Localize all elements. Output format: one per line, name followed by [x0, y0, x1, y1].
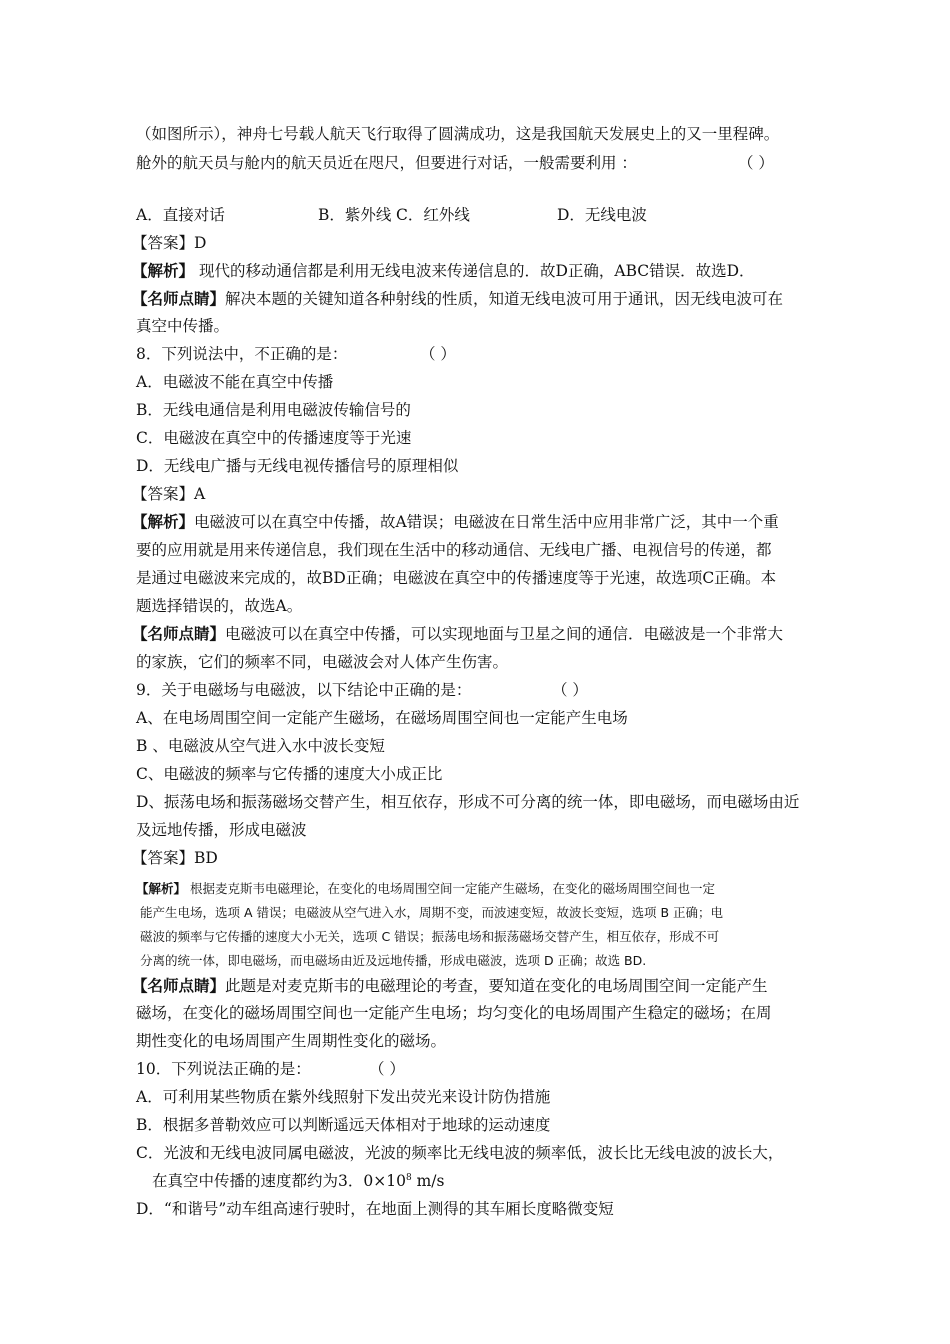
q8-tip-tag: 【名师点睛】: [132, 624, 226, 643]
q7-analysis: [132, 261, 755, 281]
q8-analysis-line-3: 是通过电磁波来完成的，故BD正确；电磁波在真空中的传播速度等于光速，故选项C正确。本: [136, 569, 777, 587]
q8-analysis-line-4: 题选择错误的，故选A。: [136, 597, 303, 615]
q7-stem-text: 舱外的航天员与舱内的航天员近在咫尺，但要进行对话，一般需要利用 ：: [136, 154, 637, 172]
q9-analysis-line-2: 能产生电场，选项 A 错误；电磁波从空气进入水，周期不变，而波速变短，故波长变短，选项 B 正确；电: [140, 905, 724, 920]
q9-analysis-line-4: 分离的统一体，即电磁场，而电磁场由近及远地传播，形成电磁波，选项 D 正确；故选 BD.: [140, 953, 647, 968]
q9-analysis-line-3: 磁波的频率与它传播的速度大小无关，选项 C 错误；振荡电场和振荡磁场交替产生，相互依存，形成不可: [140, 929, 720, 944]
q8-stem: 8．下列说法中，不正确的是：: [136, 345, 348, 363]
q8-analysis-tag: 【解析】: [132, 512, 195, 531]
q7-analysis-text: 现代的移动通信都是利用无线电波来传递信息的．故D正确，ABC错误．故选D．: [194, 262, 755, 280]
q7-stem-line-1: （如图所示），神舟七号载人航天飞行取得了圆满成功，这是我国航天发展史上的又一里程碑。: [136, 125, 780, 143]
q7-tip-text-1: 解决本题的关键知道各种射线的性质，知道无线电波可用于通讯，因无线电波可在: [225, 290, 784, 308]
q7-tip-line-1: [132, 289, 783, 309]
q8-tip-text-1: 电磁波可以在真空中传播，可以实现地面与卫星之间的通信．电磁波是一个非常大: [225, 625, 784, 643]
q8-answer-bracket: （ ）: [420, 345, 456, 363]
q8-analysis-text-1: 电磁波可以在真空中传播，故A错误；电磁波在日常生活中应用非常广泛，其中一个重: [194, 513, 779, 531]
q9-analysis-tag: 【解析】: [136, 881, 187, 896]
q10-option-c-exponent: 8: [405, 1172, 412, 1183]
q9-option-d-line-1: D、振荡电场和振荡磁场交替产生，相互依存，形成不可分离的统一体，即电磁场，而电磁场由近: [136, 793, 800, 811]
q9-analysis-text-1: 根据麦克斯韦电磁理论，在变化的电场周围空间一定能产生磁场，在变化的磁场周围空间也一定: [186, 881, 715, 896]
q9-tip-tag: 【名师点睛】: [132, 976, 226, 995]
q7-option-a: A．直接对话: [136, 206, 225, 224]
q7-option-c: C．红外线: [396, 206, 470, 224]
q7-stem-line-2: [136, 153, 637, 173]
q10-option-c-line-2: [152, 1171, 444, 1191]
q9-option-c: C、电磁波的频率与它传播的速度大小成正比: [136, 765, 443, 783]
q7-option-d: D．无线电波: [557, 206, 647, 224]
q7-answer: 【答案】D: [132, 234, 207, 252]
q9-option-b: B 、电磁波从空气进入水中波长变短: [136, 737, 385, 755]
q8-answer: 【答案】A: [132, 485, 206, 503]
q9-analysis-line-1: [136, 879, 715, 899]
q10-option-c-unit: m/s: [411, 1172, 445, 1190]
q9-tip-line-3: 期性变化的电场周围产生周期性变化的磁场。: [136, 1032, 447, 1050]
q9-tip-line-1: [132, 976, 768, 996]
q8-option-b: B．无线电通信是利用电磁波传输信号的: [136, 401, 411, 419]
q7-tip-tag: 【名师点睛】: [132, 289, 226, 308]
q8-option-d: D．无线电广播与无线电视传播信号的原理相似: [136, 457, 459, 475]
q10-option-b: B．根据多普勒效应可以判断遥远天体相对于地球的运动速度: [136, 1116, 551, 1134]
q9-stem: 9．关于电磁场与电磁波，以下结论中正确的是：: [136, 681, 472, 699]
q9-answer-bracket: （ ）: [552, 681, 588, 699]
q8-option-c: C．电磁波在真空中的传播速度等于光速: [136, 429, 412, 447]
q7-answer-bracket: （ ）: [738, 154, 774, 172]
q7-tip-line-2: 真空中传播。: [136, 317, 230, 335]
q10-option-c-line-1: C．光波和无线电波同属电磁波，光波的频率比无线电波的频率低，波长比无线电波的波长大，: [136, 1144, 784, 1162]
q9-option-a: A、在电场周围空间一定能产生磁场，在磁场周围空间也一定能产生电场: [136, 709, 628, 727]
q9-tip-text-1: 此题是对麦克斯韦的电磁理论的考查，要知道在变化的电场周围空间一定能产生: [225, 977, 768, 995]
q8-analysis-line-1: [132, 512, 779, 532]
q10-option-d: D．“和谐号”动车组高速行驶时，在地面上测得的其车厢长度略微变短: [136, 1200, 614, 1218]
q8-tip-line-2: 的家族，它们的频率不同，电磁波会对人体产生伤害。: [136, 653, 509, 671]
q7-analysis-tag: 【解析】: [132, 261, 195, 280]
q8-analysis-line-2: 要的应用就是用来传递信息，我们现在生活中的移动通信、无线电广播、电视信号的传递，都: [136, 541, 772, 559]
q9-option-d-line-2: 及远地传播，形成电磁波: [136, 821, 307, 839]
q7-option-b: B．紫外线: [318, 206, 392, 224]
q10-answer-bracket: （ ）: [369, 1060, 405, 1078]
q9-tip-line-2: 磁场，在变化的磁场周围空间也一定能产生电场；均匀变化的电场周围产生稳定的磁场；在周: [136, 1004, 772, 1022]
q9-answer: 【答案】BD: [132, 849, 218, 867]
q8-tip-line-1: [132, 624, 783, 644]
q8-option-a: A．电磁波不能在真空中传播: [136, 373, 334, 391]
q10-stem: 10．下列说法正确的是：: [136, 1060, 311, 1078]
q10-option-a: A．可利用某些物质在紫外线照射下发出荧光来设计防伪措施: [136, 1088, 551, 1106]
q10-option-c-text: 在真空中传播的速度都约为3．0×10: [152, 1172, 406, 1190]
